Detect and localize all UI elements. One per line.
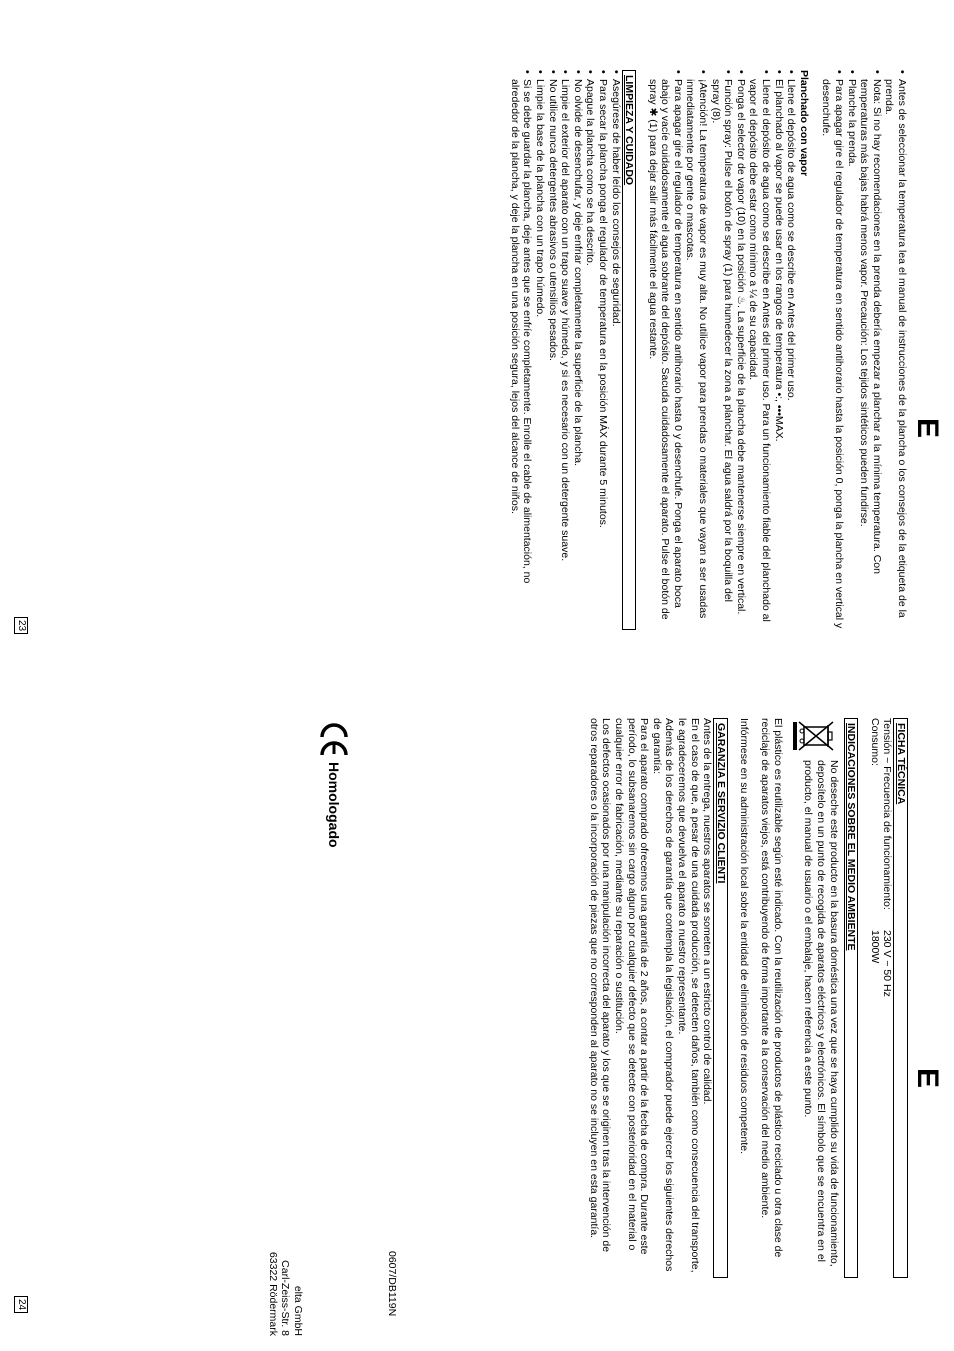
spec-heading: FICHA TÉCNICA (893, 718, 908, 1278)
manufacturer-address (266, 1236, 304, 1336)
address-line: elta GmbH (292, 1285, 304, 1336)
ce-approval (319, 722, 349, 848)
local-authority-text: Infórmese en su administración local sobre la entidad de eliminación de residuos competente. (738, 718, 751, 1154)
ce-mark-icon (319, 722, 349, 758)
list-item: • Antes de seleccionar la temperatura lea el manual de instrucciones de la plancha o los consejos de la etiqueta de la prenda. (883, 70, 908, 630)
warranty-paragraph: Antes de la entrega, nuestros aparatos se someten a un estricto control de calidad. (701, 718, 714, 1105)
page-23-content (508, 70, 908, 630)
list-item: • Llene el depósito de agua como se describe en Antes del primer uso. (785, 70, 798, 630)
list-item: • Para apagar gire el regulador de temperatura en sentido antihorario hasta 0 y desenchufe. Ponga el aparato boca abajo y vacíe cuidadosamente el agua sobrante del depósito. Sacuda cuidadosamente el aparato. Pulse el botón de spray ✱ (1) para dejar salir más fácilmente el agua restante. (646, 70, 684, 630)
list-item: • Para secar la plancha ponga el regulador de temperatura en la posición MÁX durante 5 minutos. (596, 70, 609, 630)
warranty-paragraph: Además de los derechos de garantía que contempla la legislación, el comprador puede ejercer los siguientes derechos de garantía: (650, 718, 676, 1272)
list-item: • No olvide de desenchufar, y deje enfriar completamente la superficie de la plancha. (571, 70, 584, 630)
environment-text: No deseche este producto en la basura doméstica una vez que se haya cumplido su vida de funcionamiento, deposítelo en un punto de recogida de aparatos eléctricos y electrónicos. El símbolo que se encuentra en el producto, el manual de usuario o el embalaje, hacen referencia a este punto. (802, 760, 840, 1267)
page-24-content (587, 718, 908, 1278)
document-code: 0607/DB119N (386, 1251, 398, 1317)
cleaning-bullets (508, 70, 621, 630)
warranty-paragraph: Para el aparato comprado ofrecemos una garantía de 2 años, a contar a partir de la fecha de compra. Durante este período, lo subsanaremos sin cargo alguno por cualquier defecto que se detecte con posterioridad en el material o cualquier error de fabricación, mediante su reparación o sustitución. (613, 718, 651, 1255)
steam-bullets (646, 70, 797, 630)
spec-row (868, 718, 881, 1278)
page-number: 24 (14, 1296, 28, 1313)
warranty-heading: GARANZIA E SERVIZIO CLIENTI (713, 718, 728, 1278)
page-24 (0, 676, 954, 1351)
list-item: • Si se debe guardar la plancha, deje antes que se enfríe completamente. Enrolle el cable de alimentación, no alrededor de la plancha, y deje la plancha en una posición segura, lejos del alcance de niños. (508, 70, 533, 630)
address-line: 63322 Rödermark (266, 1251, 279, 1336)
language-mark: E (911, 418, 944, 439)
list-item: • No utilice nunca detergentes abrasivos o utensilios pesados. (546, 70, 559, 630)
warranty-paragraph: En el caso de que, a pesar de una cuidada producción, se detecten daños, también como consecuencia del transporte, le agradeceremos que devuelva el aparato a nuestro representante. (676, 718, 701, 1273)
crossed-bin-icon (792, 718, 836, 754)
language-mark: E (911, 1068, 944, 1089)
approval-label: Homologado (326, 762, 342, 848)
list-item: • Nota: Si no hay recomendaciones en la prenda debería empezar a planchar a la mínima temperatura. Con temperaturas más bajas habrá menos vapor. Precaución: Los tejidos sintéticos pueden fundirse. (858, 70, 883, 630)
environment-row (792, 718, 840, 1278)
list-item: • Apague la plancha como se ha descrito. (584, 70, 597, 630)
list-item: • Función spray: Pulse el botón de spray (1) para humedecer la zona a planchar. El agua saldrá por la boquilla del spray (8). (709, 70, 734, 630)
list-item: • Ponga el selector de vapor (10) en la posición ♨. La superficie de la plancha debe mantenerse siempre en vertical. (734, 70, 747, 630)
list-item: • Limpie el exterior del aparato con un trapo suave y húmedo, y si es necesario con un detergente suave. (559, 70, 572, 630)
environment-heading: INDICACIONES SOBRE EL MEDIO AMBIENTE (844, 718, 859, 1278)
spec-label: Tensión ~ Frecuencia de funcionamiento: (881, 718, 894, 910)
steam-ironing-heading: Planchado con vapor (797, 70, 810, 177)
spec-row (881, 718, 894, 1278)
list-item: • Llene el depósito de agua como se describe en Antes del primer uso. Para un funcionamiento fiable del planchado al vapor el depósito debe estar como mínimo a ¼ de su capacidad. (747, 70, 772, 630)
page-23 (0, 0, 954, 675)
page-number: 23 (14, 617, 28, 634)
temperature-bullets (820, 70, 908, 630)
list-item: • El planchado al vapor se puede usar en los rangos de temperatura •:, •••MAX. (772, 70, 785, 630)
spec-label: Consumo: (868, 718, 881, 766)
list-item: • Asegúrese de haber leído los consejos de seguridad. (609, 70, 622, 630)
spec-value: 230 V ~ 50 Hz (881, 930, 894, 997)
list-item: • Planche la prenda. (845, 70, 858, 630)
address-line: Carl-Zeiss-Str. 8 (279, 1260, 292, 1336)
spec-value: 1800W (868, 930, 881, 964)
cleaning-heading: LIMPIEZA Y CUIDADO (622, 70, 637, 630)
list-item: • ¡Atención! La temperatura de vapor es muy alta. No utilice vapor para prendas o materiales que vayan a ser usadas inmediatamente por gente o mascotas. (684, 70, 709, 630)
plastic-recycling-text: El plástico es reutilizable según esté indicado. Con la reutilización de productos de plástico reciclado u otra clase de reciclaje de aparatos viejos, está contribuyendo de forma importante a la conservación del medio ambiente. (759, 718, 784, 1258)
warranty-paragraph: Los defectos ocasionados por una manipulación incorrecta del aparato y los que se originen tras la intervención de otros reparadores o la incorporación de piezas que no corresponden al aparato no se incluyen en esta garantía. (587, 718, 613, 1253)
list-item: • Para apagar gire el regulador de temperatura en sentido antihorario hasta la posición 0, ponga la plancha en vertical y desenchufe. (820, 70, 845, 630)
list-item: • Limpie la base de la plancha con un trapo húmedo. (533, 70, 546, 630)
